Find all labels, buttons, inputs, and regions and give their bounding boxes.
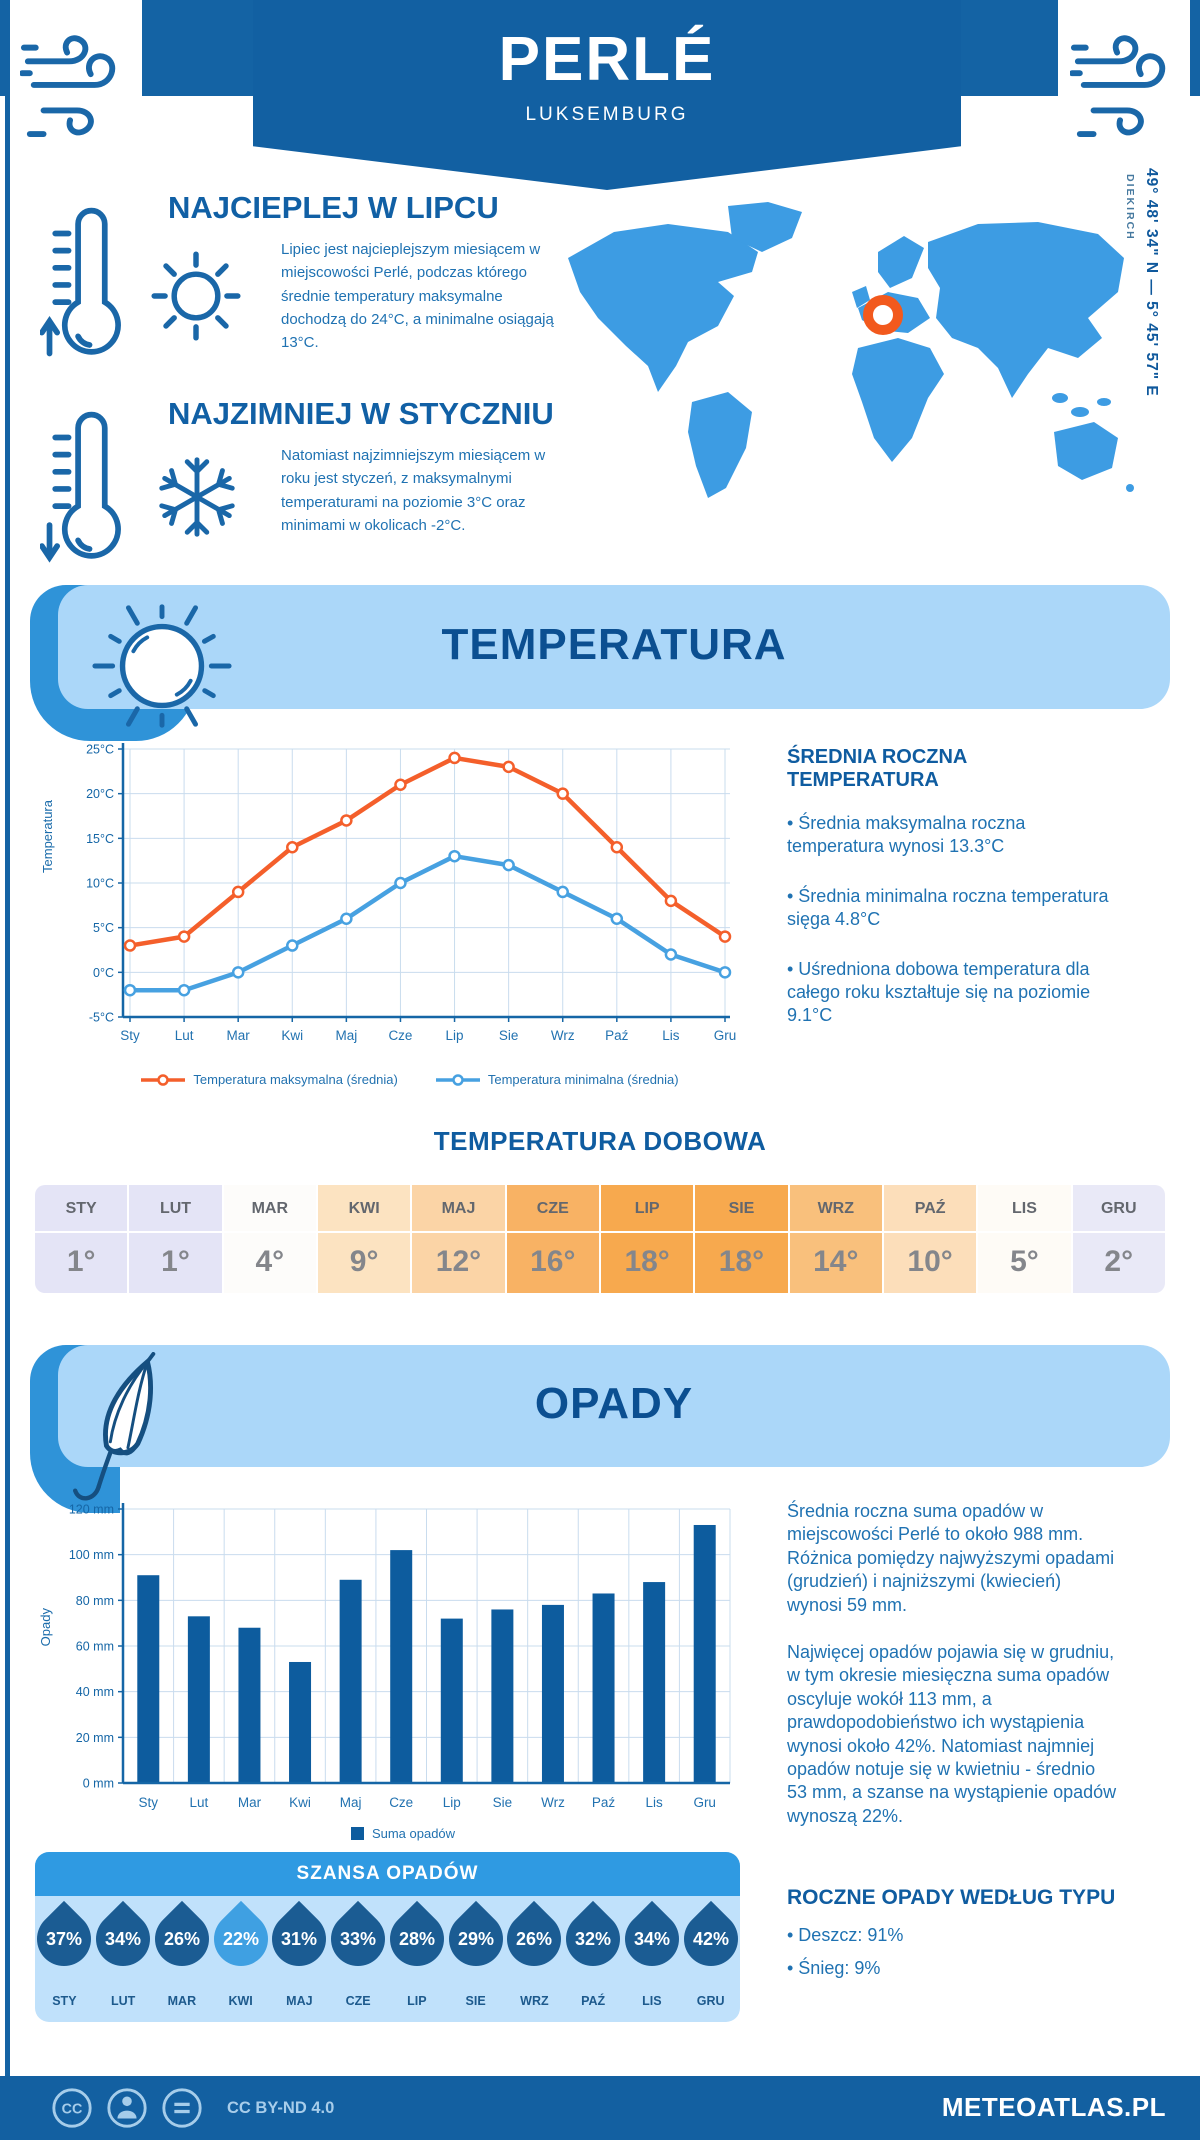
- warm-heading: NAJCIEPLEJ W LIPCU: [168, 190, 499, 225]
- annual-stat: • Uśredniona dobowa temperatura dla całego roku kształtuje się na poziomie 9.1°C: [787, 958, 1091, 1026]
- precipitation-type-bullet: • Deszcz: 91%: [787, 1925, 904, 1945]
- svg-text:Kwi: Kwi: [281, 1028, 304, 1043]
- svg-text:Lis: Lis: [645, 1795, 663, 1810]
- wind-icon: [1070, 20, 1178, 142]
- corner-box-right: [1058, 0, 1190, 162]
- table-cell: KWI 9°: [318, 1185, 412, 1293]
- svg-text:Lip: Lip: [442, 1795, 461, 1810]
- snowflake-icon: [150, 450, 244, 544]
- svg-text:Sie: Sie: [492, 1795, 513, 1810]
- droplet-label: GRU: [696, 1994, 725, 2008]
- left-border-line: [5, 0, 10, 2140]
- svg-text:Paź: Paź: [605, 1028, 629, 1043]
- chance-panel: [35, 1852, 740, 2022]
- svg-text:-5°C: -5°C: [88, 1010, 114, 1025]
- svg-text:Sty: Sty: [120, 1028, 140, 1043]
- svg-text:Lut: Lut: [189, 1795, 209, 1810]
- footer-license: CC BY-ND 4.0: [227, 2098, 335, 2117]
- droplet: 31%: [261, 1901, 337, 1977]
- table-cell: CZE 16°: [507, 1185, 601, 1293]
- precipitation-banner-title: OPADY: [534, 1379, 694, 1428]
- svg-text:Maj: Maj: [335, 1028, 358, 1043]
- svg-text:0°C: 0°C: [93, 965, 114, 980]
- svg-text:Mar: Mar: [226, 1028, 250, 1043]
- precipitation-ylabel: Opady: [38, 1608, 53, 1647]
- svg-text:20 mm: 20 mm: [75, 1730, 114, 1745]
- droplet: 34%: [85, 1901, 161, 1977]
- cc-attribution-person-icon: [105, 2086, 149, 2130]
- location-marker: [868, 300, 898, 330]
- table-cell: LIS 5°: [978, 1185, 1072, 1293]
- svg-text:Lut: Lut: [174, 1028, 194, 1043]
- annual-stat: • Średnia minimalna roczna temperatura sięga 4.8°C: [787, 885, 1109, 930]
- droplet-label: CZE: [345, 1994, 371, 2008]
- table-cell: STY 1°: [35, 1185, 129, 1293]
- svg-text:100 mm: 100 mm: [68, 1548, 114, 1563]
- svg-text:Gru: Gru: [713, 1028, 737, 1043]
- droplet: 33%: [320, 1901, 396, 1977]
- table-cell: GRU 2°: [1073, 1185, 1165, 1293]
- chance-title-bar: SZANSA OPADÓW: [35, 1852, 740, 1896]
- legend-item: Temperatura minimalna (średnia): [436, 1072, 679, 1087]
- table-cell: LIP 18°: [601, 1185, 695, 1293]
- precipitation-text-block: [787, 1500, 1117, 1854]
- droplet-label: MAJ: [286, 1994, 313, 2008]
- svg-text:CC: CC: [61, 2101, 83, 2118]
- droplet-label: LUT: [110, 1994, 136, 2008]
- map-coordinates-label: 49° 48' 34" N — 5° 45' 57" E: [1143, 168, 1160, 397]
- annual-stats-title: ŚREDNIA ROCZNA TEMPERATURA: [787, 746, 967, 791]
- map-region-label: DIEKIRCH: [1124, 174, 1136, 241]
- annual-stat: • Średnia maksymalna roczna temperatura wynosi 13.3°C: [787, 813, 1026, 857]
- svg-text:5°C: 5°C: [93, 921, 114, 936]
- precipitation-type-block: [787, 1886, 1147, 1981]
- droplet: 32%: [555, 1901, 631, 1977]
- svg-text:25°C: 25°C: [86, 742, 114, 757]
- thermometer-up-icon: [40, 200, 140, 368]
- svg-text:Sie: Sie: [498, 1028, 519, 1043]
- daily-temperature-title: TEMPERATURA DOBOWA: [433, 1126, 767, 1156]
- umbrella-icon: [50, 1352, 200, 1518]
- precipitation-type-bullet: • Śnieg: 9%: [787, 1958, 881, 1979]
- droplet-label: LIS: [642, 1994, 662, 2008]
- svg-text:Maj: Maj: [339, 1795, 362, 1810]
- svg-text:10°C: 10°C: [86, 876, 114, 891]
- droplet-label: LIP: [407, 1994, 427, 2008]
- footer: [0, 2076, 1200, 2140]
- precipitation-legend: [58, 1826, 748, 1841]
- sun-icon: [146, 246, 246, 346]
- droplet-label: KWI: [228, 1994, 253, 2008]
- droplet: 29%: [437, 1901, 513, 1977]
- svg-text:80 mm: 80 mm: [75, 1593, 114, 1608]
- droplet-label: MAR: [167, 1994, 197, 2008]
- legend-item: Suma opadów: [351, 1826, 455, 1841]
- droplet: 28%: [379, 1901, 455, 1977]
- svg-text:Cze: Cze: [389, 1795, 414, 1810]
- svg-text:120 mm: 120 mm: [68, 1502, 114, 1517]
- temperature-line-chart: [65, 735, 755, 1070]
- droplet: 34%: [614, 1901, 690, 1977]
- precipitation-paragraph: Średnia roczna suma opadów w miejscowości Perlé to około 988 mm. Różnica pomiędzy najwyższymi opadami (grudzień) i najniższymi (kwiecień) wynosi 59 mm.: [787, 1501, 1115, 1615]
- droplet-label: PAŹ: [581, 1994, 606, 2008]
- table-cell: MAJ 12°: [412, 1185, 506, 1293]
- footer-brand: METEOATLAS.PL: [941, 2092, 1166, 2122]
- precipitation-paragraph: Najwięcej opadów pojawia się w grudniu, w tym okresie miesięczna suma opadów oscyluje wokół 113 mm, a prawdopodobieństwo ich wystąpienia wynosi około 42%. Natomiast najmniej opadów notuje się w kwietniu - średnio 53 mm, a szanse na wystąpienie opadów wynoszą 22%.: [787, 1641, 1117, 1826]
- droplet: 22%: [202, 1901, 278, 1977]
- temperature-legend: [65, 1072, 755, 1087]
- warm-text: Lipiec jest najcieplejszym miesiącem w miejscowości Perlé, podczas którego średnie temperatury maksymalne dochodzą do 24°C, a minimalne osiągają 13°C.: [281, 241, 554, 351]
- droplet-label: STY: [52, 1994, 77, 2008]
- droplet: 26%: [496, 1901, 572, 1977]
- table-cell: LUT 1°: [129, 1185, 223, 1293]
- cold-heading: NAJZIMNIEJ W STYCZNIU: [168, 396, 554, 431]
- svg-text:60 mm: 60 mm: [75, 1639, 114, 1654]
- footer-license-icons: [50, 2086, 334, 2130]
- temperature-banner-title: TEMPERATURA: [441, 620, 787, 669]
- page-subtitle: LUKSEMBURG: [525, 104, 689, 125]
- svg-text:20°C: 20°C: [86, 787, 114, 802]
- svg-text:Lip: Lip: [445, 1028, 464, 1043]
- corner-box-left: [10, 0, 142, 162]
- svg-text:Wrz: Wrz: [541, 1795, 565, 1810]
- cc-nd-icon: [160, 2086, 204, 2130]
- svg-text:15°C: 15°C: [86, 831, 114, 846]
- legend-item: Temperatura maksymalna (średnia): [141, 1072, 397, 1087]
- droplet-label: WRZ: [520, 1994, 549, 2008]
- temperature-ylabel: Temperatura: [40, 800, 55, 873]
- daily-temperature-table: [35, 1185, 1165, 1293]
- annual-stats-block: [787, 746, 1117, 1054]
- droplet: 37%: [26, 1901, 102, 1977]
- svg-text:Sty: Sty: [138, 1795, 159, 1810]
- precipitation-type-title: ROCZNE OPADY WEDŁUG TYPU: [787, 1886, 1116, 1909]
- cold-text: Natomiast najzimniejszym miesiącem w roku jest styczeń, z maksymalnymi temperaturami na poziomie 3°C oraz minimami w okolicach -2°C.: [281, 447, 546, 534]
- wind-icon: [20, 20, 128, 142]
- droplet: 26%: [144, 1901, 220, 1977]
- table-cell: MAR 4°: [224, 1185, 318, 1293]
- svg-text:40 mm: 40 mm: [75, 1685, 114, 1700]
- precipitation-bar-chart: [58, 1495, 748, 1840]
- droplet-label: SIE: [465, 1994, 486, 2008]
- svg-text:Paź: Paź: [591, 1795, 616, 1810]
- svg-text:Lis: Lis: [662, 1028, 680, 1043]
- table-cell: WRZ 14°: [790, 1185, 884, 1293]
- svg-text:0 mm: 0 mm: [82, 1776, 114, 1791]
- page-title: PERLÉ: [498, 25, 716, 94]
- cc-icon: [50, 2086, 94, 2130]
- svg-text:Kwi: Kwi: [289, 1795, 311, 1810]
- world-map: [556, 196, 1144, 508]
- svg-text:Cze: Cze: [388, 1028, 413, 1043]
- svg-text:Wrz: Wrz: [550, 1028, 575, 1043]
- droplets-row: [35, 1896, 740, 2022]
- thermometer-down-icon: [40, 404, 140, 572]
- droplet: 42%: [672, 1901, 748, 1977]
- table-cell: SIE 18°: [695, 1185, 789, 1293]
- svg-text:Gru: Gru: [693, 1795, 716, 1810]
- svg-text:Mar: Mar: [237, 1795, 262, 1810]
- table-cell: PAŹ 10°: [884, 1185, 978, 1293]
